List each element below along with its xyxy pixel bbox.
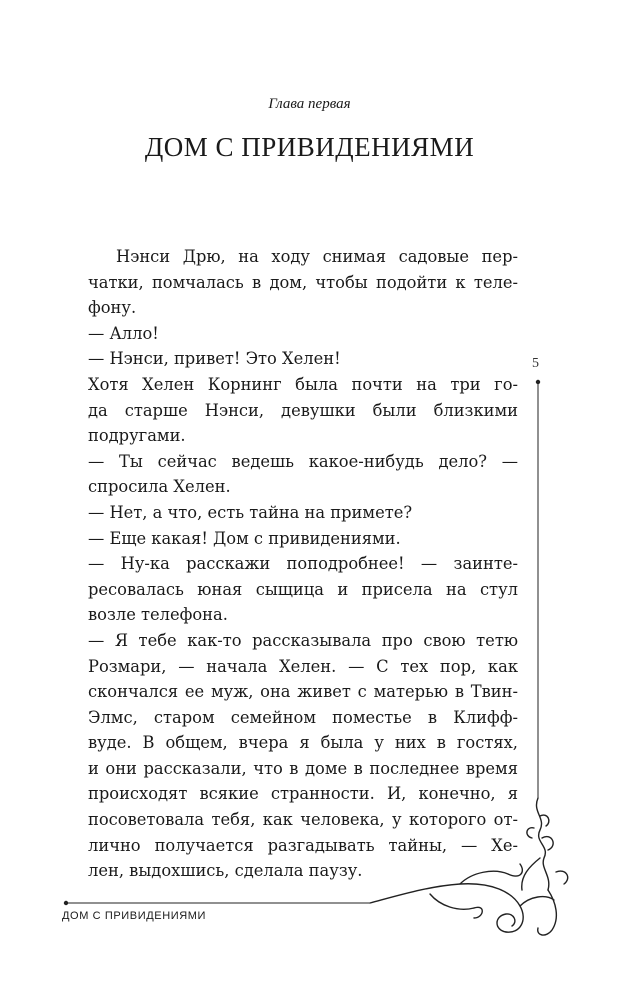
text-line: посоветовала тебя, как человека, у которого от- xyxy=(88,810,518,830)
rule-dot-icon xyxy=(64,901,68,905)
text-line: Элмс, старом семейном поместье в Клифф- xyxy=(88,707,518,727)
text-line: да старше Нэнси, девушки были близкими xyxy=(88,400,518,420)
flourish-ornament-icon xyxy=(370,798,568,935)
text-line: — Нет, а что, есть тайна на примете? xyxy=(88,502,413,522)
text-line: — Алло! xyxy=(88,323,159,343)
text-line: возле телефона. xyxy=(88,605,228,625)
text-line: лично получается разгадывать тайны, — Хе- xyxy=(88,835,518,855)
text-line: — Ты сейчас ведешь какое-нибудь дело? — xyxy=(88,451,518,471)
text-line: ресовалась юная сыщица и присела на стул xyxy=(88,579,518,599)
text-line: Нэнси Дрю, на ходу снимая садовые пер- xyxy=(116,247,518,266)
text-line: — Нэнси, привет! Это Хелен! xyxy=(88,349,341,369)
text-line: скончался ее муж, она живет с матерью в Твин- xyxy=(88,682,518,702)
text-line: — Еще какая! Дом с привидениями. xyxy=(88,528,401,548)
text-line: фону. xyxy=(88,298,137,318)
chapter-label: Глава первая xyxy=(268,96,351,112)
text-line: вуде. В общем, вчера я была у них в гостях, xyxy=(88,733,518,753)
text-line: — Ну-ка расскажи поподробнее! — заинте- xyxy=(88,554,518,574)
text-line: чатки, помчалась в дом, чтобы подойти к теле- xyxy=(88,272,518,292)
text-line: и они рассказали, что в доме в последнее время xyxy=(88,758,518,778)
text-line: — Я тебе как-то рассказывала про свою тетю xyxy=(88,630,518,650)
text-line: спросила Хелен. xyxy=(88,477,231,497)
text-line: лен, выдохшись, сделала паузу. xyxy=(88,861,363,881)
text-line: подругами. xyxy=(88,426,186,446)
text-line: происходят всякие странности. И, конечно, я xyxy=(88,784,518,804)
text-line: Розмари, — начала Хелен. — С тех пор, как xyxy=(88,656,518,676)
rule-dot-icon xyxy=(536,380,540,384)
text-line: Хотя Хелен Корнинг была почти на три го- xyxy=(88,374,518,394)
chapter-title: ДОМ С ПРИВИДЕНИЯМИ xyxy=(144,132,475,162)
running-head: ДОМ С ПРИВИДЕНИЯМИ xyxy=(62,910,207,922)
page-number: 5 xyxy=(532,356,539,371)
